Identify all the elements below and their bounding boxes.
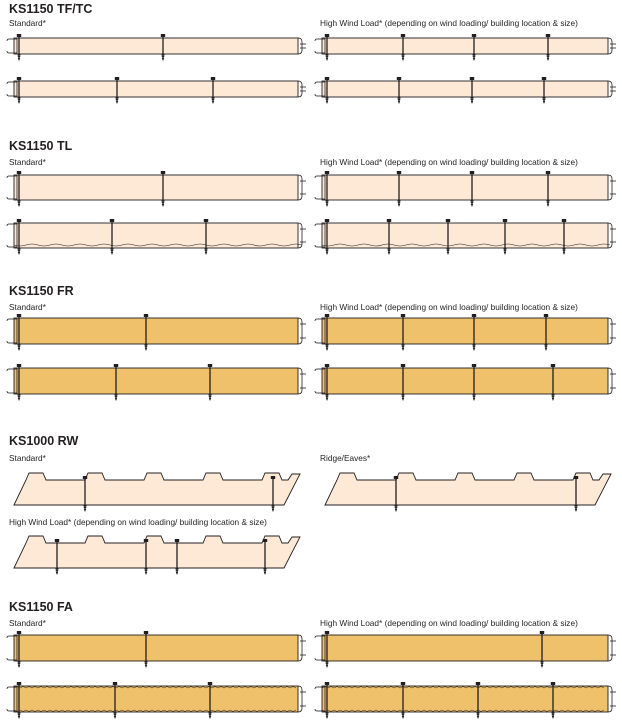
side-joint-right [608,318,616,344]
insulated-panel [322,368,608,394]
side-joint-left [7,635,19,661]
panel-diagram [7,77,306,104]
diagram-caption: Standard* [9,453,46,463]
insulated-panel [14,635,298,661]
section-title: KS1150 FA [9,600,73,614]
side-joint-right [298,635,306,661]
panel-diagram [7,631,306,668]
panel-diagram [7,364,306,401]
side-joint-right [298,686,306,712]
panel-diagram [7,171,306,207]
side-joint-right [298,81,306,97]
panel-diagram [315,314,616,351]
insulated-panel [322,686,608,712]
panel-diagram [315,77,616,104]
side-joint-left [315,368,327,394]
side-joint-left [315,81,327,97]
side-joint-left [7,318,19,344]
panel-diagram [315,171,616,207]
section-title: KS1150 FR [9,284,74,298]
insulated-panel [14,368,298,394]
side-joint-left [7,81,19,97]
diagram-caption: Standard* [9,302,46,312]
insulated-panel [14,318,298,344]
panel-diagram [315,682,616,719]
side-joint-left [315,635,327,661]
roof-panel-diagram [14,536,300,575]
side-joint-right [608,38,616,54]
side-joint-left [7,38,19,54]
insulated-panel [322,175,608,200]
diagram-caption: Standard* [9,157,46,167]
insulated-panel [322,635,608,661]
insulated-panel [14,473,300,505]
diagram-caption: High Wind Load* (depending on wind loading/ building location & size) [320,618,578,628]
side-joint-right [608,686,616,712]
diagram-caption: High Wind Load* (depending on wind loading/ building location & size) [320,157,578,167]
section-title: KS1000 RW [9,434,79,448]
roof-panel-diagram [325,473,611,512]
insulated-panel [322,38,608,54]
diagram-caption: Standard* [9,18,46,28]
side-joint-right [298,38,306,54]
insulated-panel [325,473,611,505]
side-joint-right [608,175,616,200]
panel-diagram [7,219,306,255]
panel-diagram [315,364,616,401]
side-joint-left [315,223,327,248]
panel-diagram [7,34,306,61]
panel-diagram [315,219,616,255]
side-joint-right [298,175,306,200]
side-joint-left [315,686,327,712]
roof-panel-diagram [14,473,300,512]
insulated-panel [14,38,298,54]
side-joint-left [7,368,19,394]
side-joint-right [298,368,306,394]
panel-diagram [315,631,616,668]
insulated-panel [322,318,608,344]
side-joint-right [608,368,616,394]
side-joint-left [7,223,19,248]
side-joint-right [608,81,616,97]
side-joint-left [315,318,327,344]
panel-diagram [7,682,306,719]
diagram-caption: Ridge/Eaves* [320,453,371,463]
side-joint-left [7,175,19,200]
panel-diagram [315,34,616,61]
side-joint-right [608,635,616,661]
side-joint-left [7,686,19,712]
section-title: KS1150 TL [9,139,73,153]
insulated-panel [14,81,298,97]
panel-diagram [7,314,306,351]
diagram-caption: Standard* [9,618,46,628]
side-joint-left [315,38,327,54]
side-joint-right [298,318,306,344]
side-joint-left [315,175,327,200]
diagram-caption: High Wind Load* (depending on wind loading/ building location & size) [320,18,578,28]
section-title: KS1150 TF/TC [9,2,93,16]
insulated-panel [14,686,298,712]
side-joint-right [608,223,616,248]
insulated-panel [322,81,608,97]
insulated-panel [14,175,298,200]
diagram-caption: High Wind Load* (depending on wind loading/ building location & size) [320,302,578,312]
diagram-caption: High Wind Load* (depending on wind loading/ building location & size) [9,517,267,527]
